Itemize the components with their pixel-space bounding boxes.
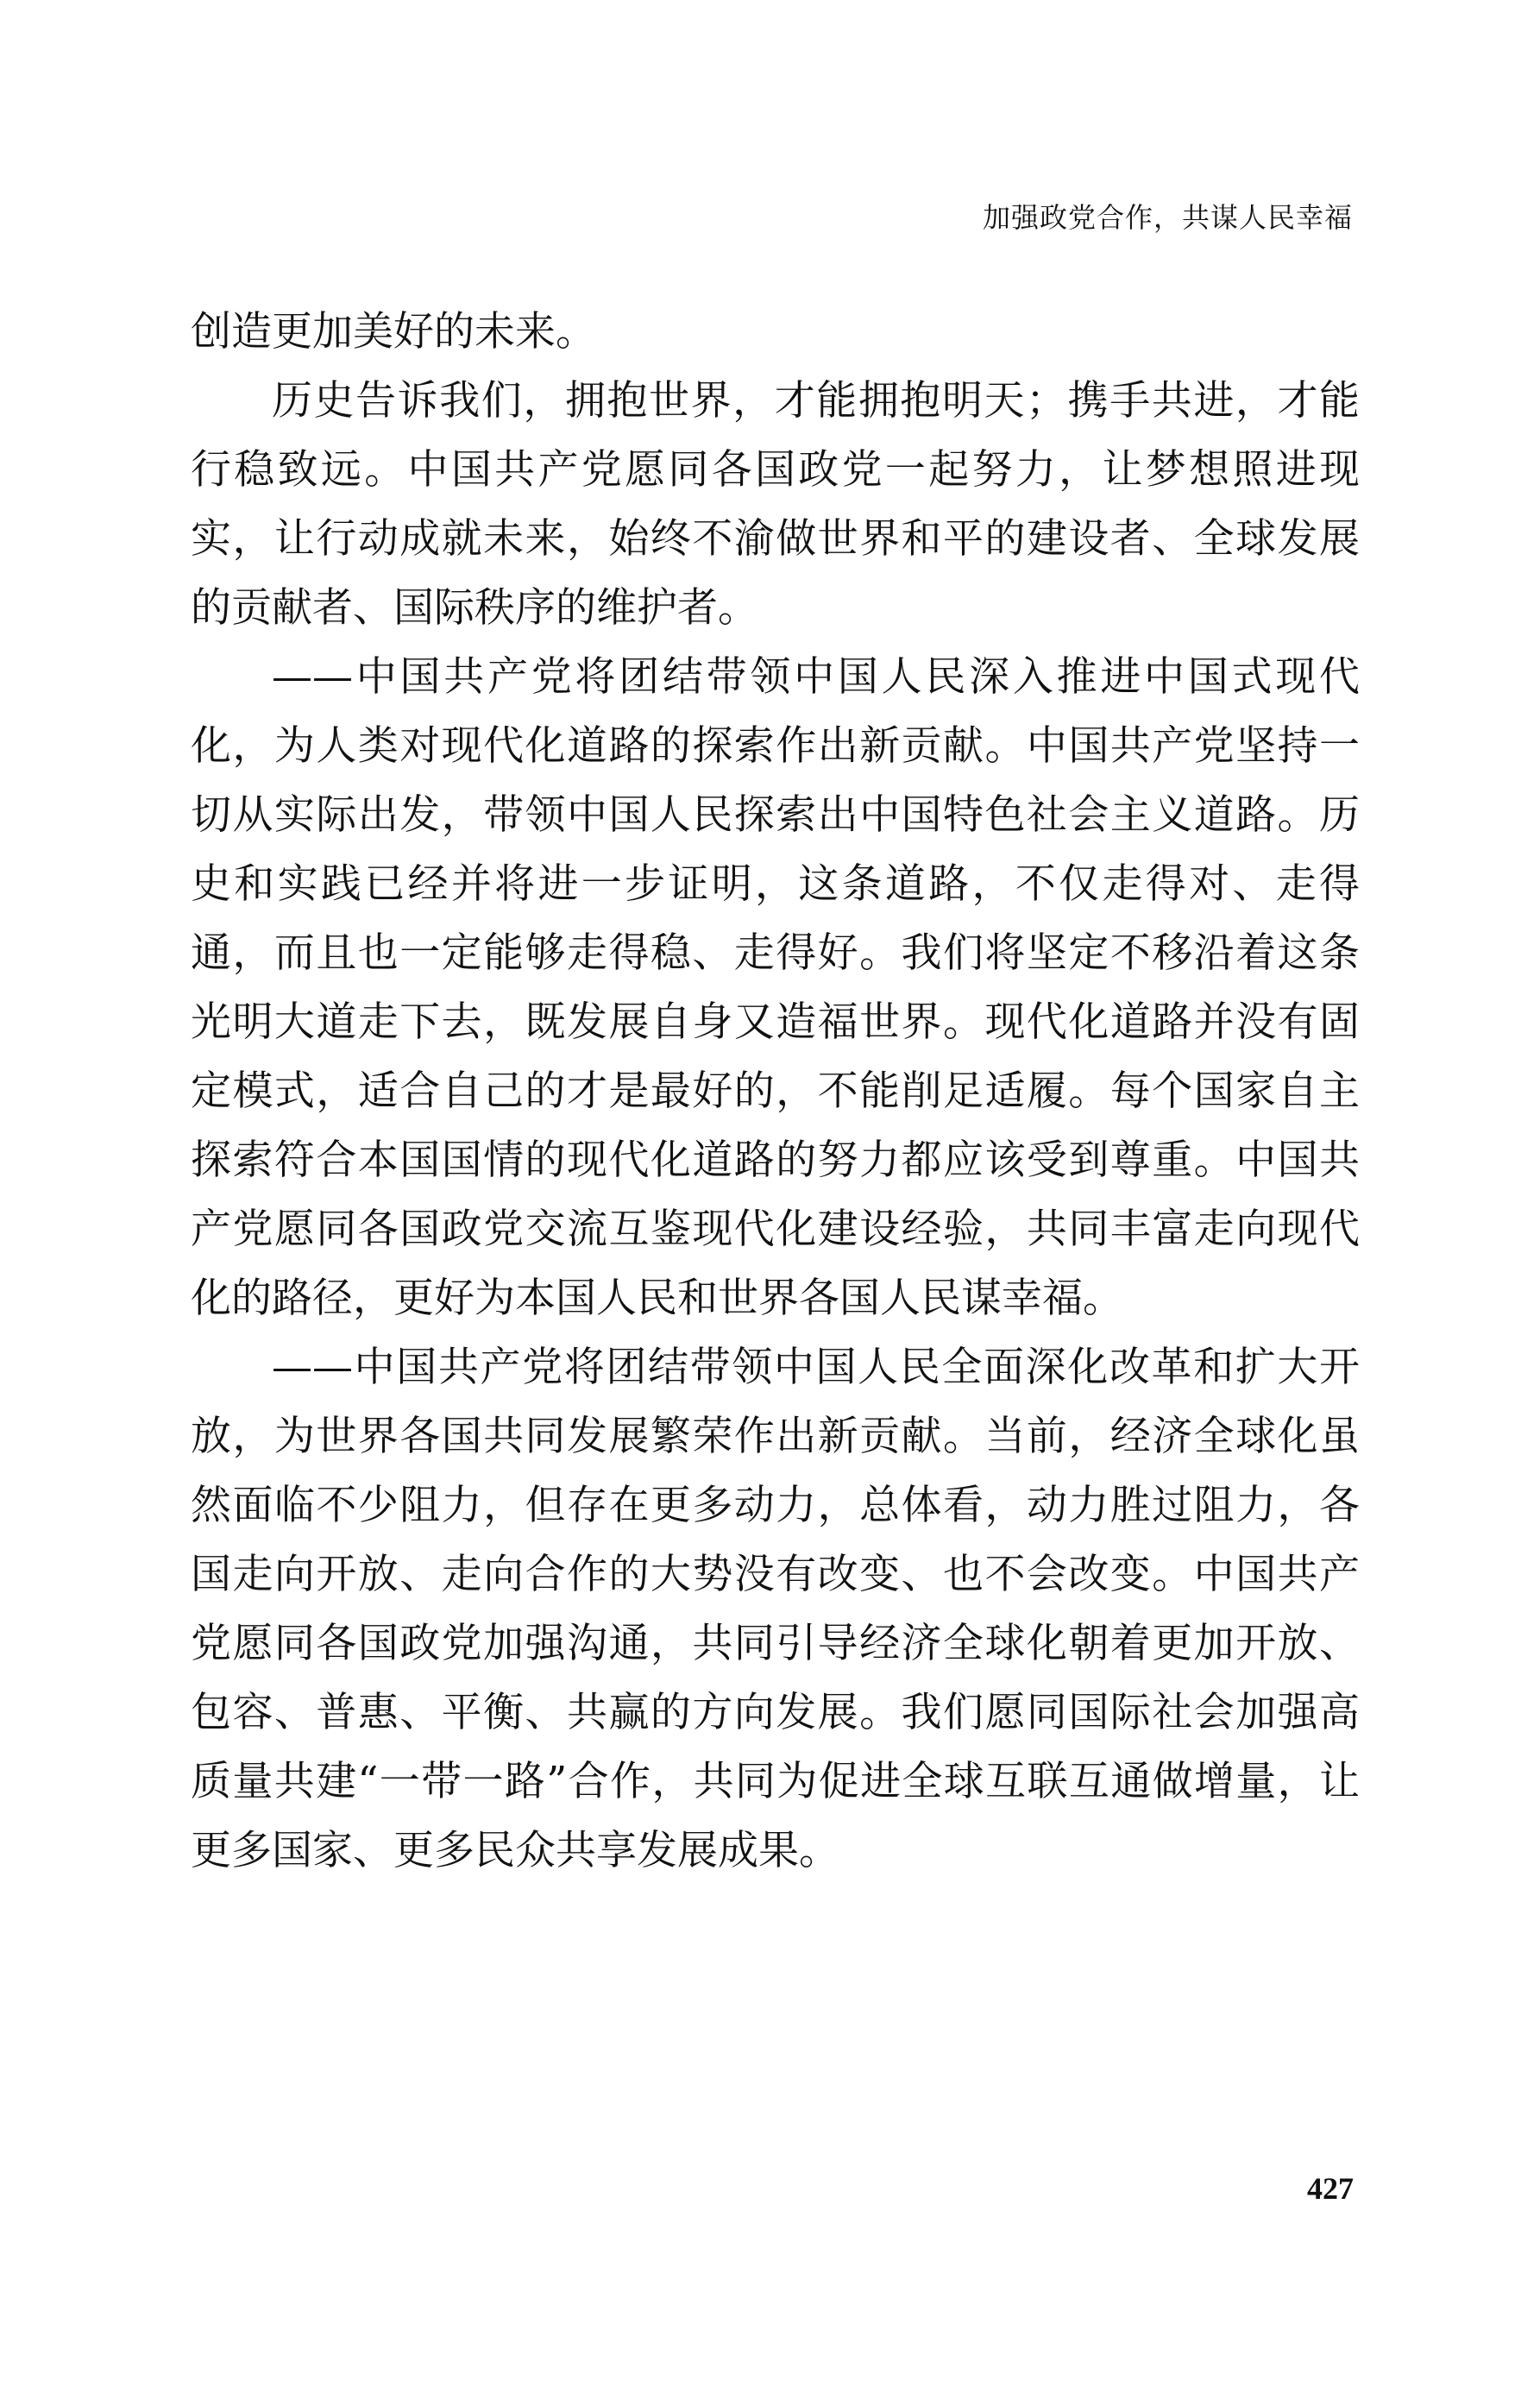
paragraph: ——中国共产党将团结带领中国人民深入推进中国式现代化，为人类对现代化道路的探索作出新贡献。中国共产党坚持一切从实际出发，带领中国人民探索出中国特色社会主义道路。历史和实践已经并将进一步证明，这条道路，不仅走得对、走得通，而且也一定能够走得稳、走得好。我们将坚定不移沿着这条光明大道走下去，既发展自身又造福世界。现代化道路并没有固定模式，适合自己的才是最好的，不能削足适履。每个国家自主探索符合本国国情的现代化道路的努力都应该受到尊重。中国共产党愿同各国政党交流互鉴现代化建设经验，共同丰富走向现代化的路径，更好为本国人民和世界各国人民谋幸福。 — [191, 653, 1360, 1322]
body-text — [191, 298, 1360, 1886]
running-header: 加强政党合作，共谋人民幸福 — [982, 201, 1353, 234]
paragraph: 历史告诉我们，拥抱世界，才能拥抱明天；携手共进，才能行稳致远。中国共产党愿同各国政党一起努力，让梦想照进现实，让行动成就未来，始终不渝做世界和平的建设者、全球发展的贡献者、国际秩序的维护者。 — [191, 377, 1360, 632]
page-number: 427 — [1307, 2171, 1354, 2206]
paragraph: ——中国共产党将团结带领中国人民全面深化改革和扩大开放，为世界各国共同发展繁荣作出新贡献。当前，经济全球化虽然面临不少阻力，但存在更多动力，总体看，动力胜过阻力，各国走向开放、走向合作的大势没有改变、也不会改变。中国共产党愿同各国政党加强沟通，共同引导经济全球化朝着更加开放、包容、普惠、平衡、共赢的方向发展。我们愿同国际社会加强高质量共建“一带一路”合作，共同为促进全球互联互通做增量，让更多国家、更多民众共享发展成果。 — [191, 1344, 1360, 1874]
paragraph: 创造更加美好的未来。 — [191, 308, 596, 356]
